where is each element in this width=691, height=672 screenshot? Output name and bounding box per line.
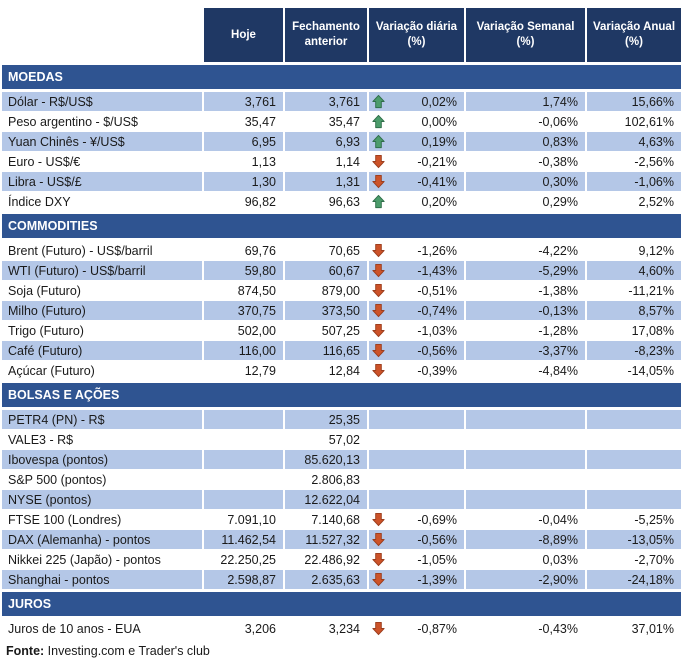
variacao-diaria-value: 0,02% bbox=[421, 94, 457, 109]
variacao-diaria-value: -0,69% bbox=[417, 512, 457, 527]
table-row bbox=[2, 241, 681, 260]
hoje-value: 3,761 bbox=[202, 92, 283, 111]
asset-label: Nikkei 225 (Japão) - pontos bbox=[2, 550, 202, 569]
variacao-anual-value: -1,06% bbox=[585, 172, 681, 191]
hoje-value: 7.091,10 bbox=[202, 510, 283, 529]
variacao-diaria-value: -0,74% bbox=[417, 303, 457, 318]
variacao-anual-value: -5,25% bbox=[585, 510, 681, 529]
asset-label: Euro - US$/€ bbox=[2, 152, 202, 171]
variacao-diaria-cell bbox=[367, 281, 464, 300]
variacao-semanal-value bbox=[464, 470, 585, 489]
variacao-diaria-value: 0,00% bbox=[421, 114, 457, 129]
fechamento-value: 879,00 bbox=[283, 281, 367, 300]
hoje-value bbox=[202, 470, 283, 489]
variacao-diaria-cell bbox=[367, 450, 464, 469]
fechamento-value: 2.635,63 bbox=[283, 570, 367, 589]
variacao-anual-value: -2,70% bbox=[585, 550, 681, 569]
variacao-anual-value: -13,05% bbox=[585, 530, 681, 549]
hoje-value: 96,82 bbox=[202, 192, 283, 211]
table-row bbox=[2, 152, 681, 171]
variacao-anual-value bbox=[585, 490, 681, 509]
variacao-semanal-value bbox=[464, 410, 585, 429]
table-row bbox=[2, 550, 681, 569]
variacao-diaria-value: -1,43% bbox=[417, 263, 457, 278]
fechamento-value: 1,14 bbox=[283, 152, 367, 171]
section-header-moedas: MOEDAS bbox=[2, 65, 681, 89]
hoje-value: 69,76 bbox=[202, 241, 283, 260]
variacao-diaria-cell bbox=[367, 361, 464, 380]
variacao-diaria-value: 0,19% bbox=[421, 134, 457, 149]
variacao-diaria-cell bbox=[367, 261, 464, 280]
fechamento-value: 3,761 bbox=[283, 92, 367, 111]
variacao-anual-value: 17,08% bbox=[585, 321, 681, 340]
variacao-semanal-value: 0,83% bbox=[464, 132, 585, 151]
down-arrow-icon bbox=[371, 552, 386, 567]
variacao-anual-value: -8,23% bbox=[585, 341, 681, 360]
variacao-diaria-value: -1,26% bbox=[417, 243, 457, 258]
asset-label: Milho (Futuro) bbox=[2, 301, 202, 320]
asset-label: WTI (Futuro) - US$/barril bbox=[2, 261, 202, 280]
asset-label: Índice DXY bbox=[2, 192, 202, 211]
column-header-variacao-semanal: Variação Semanal (%) bbox=[464, 8, 585, 62]
variacao-diaria-value: -0,87% bbox=[417, 621, 457, 636]
hoje-value: 59,80 bbox=[202, 261, 283, 280]
table-row bbox=[2, 341, 681, 360]
fechamento-value: 1,31 bbox=[283, 172, 367, 191]
hoje-value: 2.598,87 bbox=[202, 570, 283, 589]
hoje-value bbox=[202, 450, 283, 469]
source-note-text: Investing.com e Trader's club bbox=[44, 644, 210, 658]
variacao-anual-value: 102,61% bbox=[585, 112, 681, 131]
fechamento-value: 70,65 bbox=[283, 241, 367, 260]
fechamento-value: 22.486,92 bbox=[283, 550, 367, 569]
up-arrow-icon bbox=[371, 134, 386, 149]
table-header bbox=[2, 8, 681, 62]
table-row bbox=[2, 570, 681, 589]
hoje-value: 12,79 bbox=[202, 361, 283, 380]
variacao-anual-value: 8,57% bbox=[585, 301, 681, 320]
table-row bbox=[2, 261, 681, 280]
section-header-bolsas-e-acoes: BOLSAS E AÇÕES bbox=[2, 383, 681, 407]
variacao-diaria-cell bbox=[367, 510, 464, 529]
fechamento-value: 7.140,68 bbox=[283, 510, 367, 529]
variacao-semanal-value: -1,28% bbox=[464, 321, 585, 340]
variacao-diaria-cell bbox=[367, 619, 464, 638]
down-arrow-icon bbox=[371, 343, 386, 358]
fechamento-value: 6,93 bbox=[283, 132, 367, 151]
variacao-diaria-value: -0,39% bbox=[417, 363, 457, 378]
fechamento-value: 85.620,13 bbox=[283, 450, 367, 469]
variacao-anual-value: -24,18% bbox=[585, 570, 681, 589]
table-row bbox=[2, 530, 681, 549]
asset-label: DAX (Alemanha) - pontos bbox=[2, 530, 202, 549]
fechamento-value: 25,35 bbox=[283, 410, 367, 429]
down-arrow-icon bbox=[371, 243, 386, 258]
asset-label: Soja (Futuro) bbox=[2, 281, 202, 300]
up-arrow-icon bbox=[371, 114, 386, 129]
asset-label: Açúcar (Futuro) bbox=[2, 361, 202, 380]
variacao-diaria-cell bbox=[367, 570, 464, 589]
down-arrow-icon bbox=[371, 323, 386, 338]
column-header-variacao-diaria: Variação diária (%) bbox=[367, 8, 464, 62]
section-header-commodities: COMMODITIES bbox=[2, 214, 681, 238]
variacao-anual-value bbox=[585, 430, 681, 449]
asset-label: NYSE (pontos) bbox=[2, 490, 202, 509]
table-row bbox=[2, 619, 681, 638]
fechamento-value: 57,02 bbox=[283, 430, 367, 449]
variacao-semanal-value: -0,43% bbox=[464, 619, 585, 638]
asset-label: Shanghai - pontos bbox=[2, 570, 202, 589]
variacao-diaria-value: -0,21% bbox=[417, 154, 457, 169]
hoje-value: 22.250,25 bbox=[202, 550, 283, 569]
asset-label: VALE3 - R$ bbox=[2, 430, 202, 449]
variacao-anual-value: 9,12% bbox=[585, 241, 681, 260]
header-spacer bbox=[2, 8, 202, 62]
variacao-semanal-value: 1,74% bbox=[464, 92, 585, 111]
variacao-semanal-value: -0,38% bbox=[464, 152, 585, 171]
asset-label: Peso argentino - $/US$ bbox=[2, 112, 202, 131]
hoje-value: 1,30 bbox=[202, 172, 283, 191]
asset-label: Ibovespa (pontos) bbox=[2, 450, 202, 469]
table-row bbox=[2, 281, 681, 300]
hoje-value: 116,00 bbox=[202, 341, 283, 360]
variacao-semanal-value bbox=[464, 450, 585, 469]
variacao-diaria-cell bbox=[367, 132, 464, 151]
fechamento-value: 12.622,04 bbox=[283, 490, 367, 509]
variacao-diaria-value: -0,56% bbox=[417, 532, 457, 547]
hoje-value: 35,47 bbox=[202, 112, 283, 131]
variacao-semanal-value: 0,30% bbox=[464, 172, 585, 191]
table-row bbox=[2, 132, 681, 151]
variacao-diaria-cell bbox=[367, 550, 464, 569]
variacao-anual-value bbox=[585, 470, 681, 489]
variacao-diaria-value: -1,39% bbox=[417, 572, 457, 587]
column-header-hoje: Hoje bbox=[202, 8, 283, 62]
variacao-anual-value: -2,56% bbox=[585, 152, 681, 171]
variacao-diaria-cell bbox=[367, 321, 464, 340]
variacao-anual-value: -14,05% bbox=[585, 361, 681, 380]
down-arrow-icon bbox=[371, 572, 386, 587]
fechamento-value: 11.527,32 bbox=[283, 530, 367, 549]
fechamento-value: 12,84 bbox=[283, 361, 367, 380]
variacao-diaria-value: -0,41% bbox=[417, 174, 457, 189]
variacao-diaria-cell bbox=[367, 410, 464, 429]
hoje-value: 370,75 bbox=[202, 301, 283, 320]
fechamento-value: 2.806,83 bbox=[283, 470, 367, 489]
variacao-semanal-value: -4,84% bbox=[464, 361, 585, 380]
column-header-variacao-anual: Variação Anual (%) bbox=[585, 8, 681, 62]
hoje-value: 3,206 bbox=[202, 619, 283, 638]
variacao-diaria-cell bbox=[367, 152, 464, 171]
fechamento-value: 35,47 bbox=[283, 112, 367, 131]
variacao-diaria-cell bbox=[367, 341, 464, 360]
table-row bbox=[2, 301, 681, 320]
variacao-anual-value bbox=[585, 410, 681, 429]
variacao-diaria-cell bbox=[367, 172, 464, 191]
asset-label: FTSE 100 (Londres) bbox=[2, 510, 202, 529]
variacao-anual-value: 2,52% bbox=[585, 192, 681, 211]
variacao-semanal-value: -3,37% bbox=[464, 341, 585, 360]
down-arrow-icon bbox=[371, 621, 386, 636]
table-row bbox=[2, 172, 681, 191]
asset-label: S&P 500 (pontos) bbox=[2, 470, 202, 489]
hoje-value: 1,13 bbox=[202, 152, 283, 171]
table-row bbox=[2, 92, 681, 111]
variacao-semanal-value: -8,89% bbox=[464, 530, 585, 549]
variacao-semanal-value: -4,22% bbox=[464, 241, 585, 260]
table-row bbox=[2, 321, 681, 340]
table-row bbox=[2, 410, 681, 429]
hoje-value: 502,00 bbox=[202, 321, 283, 340]
variacao-diaria-cell bbox=[367, 470, 464, 489]
fechamento-value: 60,67 bbox=[283, 261, 367, 280]
up-arrow-icon bbox=[371, 94, 386, 109]
hoje-value: 874,50 bbox=[202, 281, 283, 300]
variacao-diaria-cell bbox=[367, 192, 464, 211]
variacao-diaria-cell bbox=[367, 92, 464, 111]
variacao-anual-value bbox=[585, 450, 681, 469]
variacao-diaria-cell bbox=[367, 301, 464, 320]
fechamento-value: 116,65 bbox=[283, 341, 367, 360]
table-row bbox=[2, 450, 681, 469]
hoje-value: 11.462,54 bbox=[202, 530, 283, 549]
down-arrow-icon bbox=[371, 363, 386, 378]
variacao-semanal-value: -0,06% bbox=[464, 112, 585, 131]
variacao-diaria-cell bbox=[367, 112, 464, 131]
table-row bbox=[2, 470, 681, 489]
hoje-value bbox=[202, 490, 283, 509]
variacao-diaria-cell bbox=[367, 490, 464, 509]
variacao-semanal-value: -0,04% bbox=[464, 510, 585, 529]
variacao-diaria-value: -0,51% bbox=[417, 283, 457, 298]
variacao-diaria-value: 0,20% bbox=[421, 194, 457, 209]
variacao-anual-value: 15,66% bbox=[585, 92, 681, 111]
variacao-anual-value: 4,63% bbox=[585, 132, 681, 151]
asset-label: Dólar - R$/US$ bbox=[2, 92, 202, 111]
asset-label: Yuan Chinês - ¥/US$ bbox=[2, 132, 202, 151]
variacao-anual-value: 4,60% bbox=[585, 261, 681, 280]
source-note bbox=[2, 644, 681, 658]
fechamento-value: 373,50 bbox=[283, 301, 367, 320]
fechamento-value: 507,25 bbox=[283, 321, 367, 340]
variacao-diaria-value: -0,56% bbox=[417, 343, 457, 358]
table-row bbox=[2, 490, 681, 509]
down-arrow-icon bbox=[371, 263, 386, 278]
asset-label: Café (Futuro) bbox=[2, 341, 202, 360]
variacao-diaria-value: -1,05% bbox=[417, 552, 457, 567]
asset-label: PETR4 (PN) - R$ bbox=[2, 410, 202, 429]
variacao-semanal-value: 0,03% bbox=[464, 550, 585, 569]
down-arrow-icon bbox=[371, 283, 386, 298]
down-arrow-icon bbox=[371, 303, 386, 318]
variacao-semanal-value: 0,29% bbox=[464, 192, 585, 211]
hoje-value bbox=[202, 430, 283, 449]
hoje-value: 6,95 bbox=[202, 132, 283, 151]
variacao-diaria-value: -1,03% bbox=[417, 323, 457, 338]
section-header-juros: JUROS bbox=[2, 592, 681, 616]
variacao-semanal-value: -1,38% bbox=[464, 281, 585, 300]
hoje-value bbox=[202, 410, 283, 429]
variacao-semanal-value bbox=[464, 490, 585, 509]
variacao-diaria-cell bbox=[367, 241, 464, 260]
column-header-fechamento: Fechamento anterior bbox=[283, 8, 367, 62]
variacao-anual-value: -11,21% bbox=[585, 281, 681, 300]
table-body bbox=[2, 65, 681, 638]
variacao-diaria-cell bbox=[367, 430, 464, 449]
down-arrow-icon bbox=[371, 174, 386, 189]
variacao-semanal-value: -5,29% bbox=[464, 261, 585, 280]
asset-label: Brent (Futuro) - US$/barril bbox=[2, 241, 202, 260]
variacao-diaria-cell bbox=[367, 530, 464, 549]
table-row bbox=[2, 192, 681, 211]
asset-label: Juros de 10 anos - EUA bbox=[2, 619, 202, 638]
down-arrow-icon bbox=[371, 512, 386, 527]
table-row bbox=[2, 510, 681, 529]
down-arrow-icon bbox=[371, 532, 386, 547]
variacao-anual-value: 37,01% bbox=[585, 619, 681, 638]
up-arrow-icon bbox=[371, 194, 386, 209]
table-row bbox=[2, 430, 681, 449]
fechamento-value: 96,63 bbox=[283, 192, 367, 211]
table-row bbox=[2, 112, 681, 131]
variacao-semanal-value bbox=[464, 430, 585, 449]
fechamento-value: 3,234 bbox=[283, 619, 367, 638]
asset-label: Trigo (Futuro) bbox=[2, 321, 202, 340]
variacao-semanal-value: -0,13% bbox=[464, 301, 585, 320]
asset-label: Libra - US$/£ bbox=[2, 172, 202, 191]
source-note-label: Fonte: bbox=[6, 644, 45, 658]
down-arrow-icon bbox=[371, 154, 386, 169]
table-row bbox=[2, 361, 681, 380]
variacao-semanal-value: -2,90% bbox=[464, 570, 585, 589]
